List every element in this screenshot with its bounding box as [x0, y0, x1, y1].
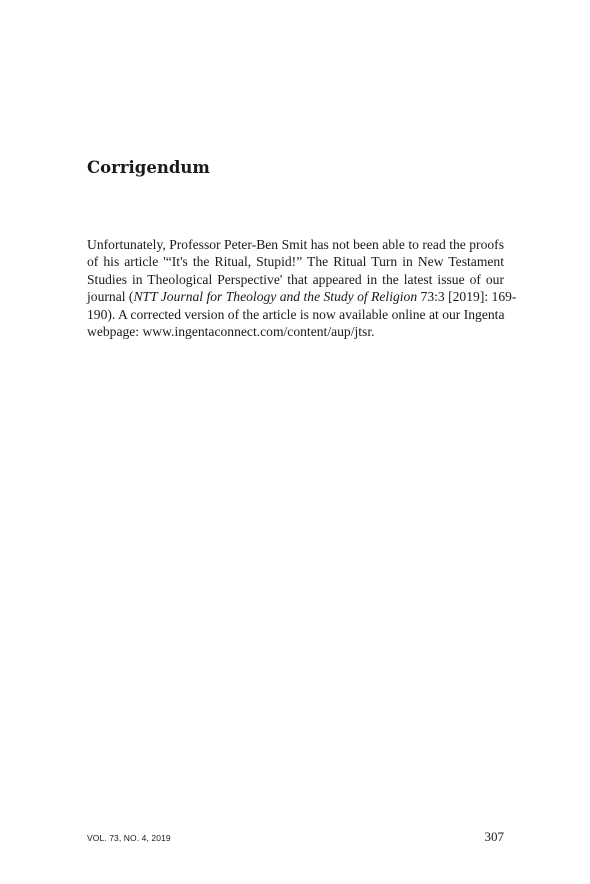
body-line-2: of his article '“It's the Ritual, Stupid!” The Ritual Turn in New Testament [87, 254, 504, 270]
journal-prefix-text: journal ( [87, 289, 134, 305]
journal-name-italic: NTT Journal for Theology and the Study of Religion [133, 289, 418, 305]
corrigendum-body [87, 236, 517, 340]
page-title: Corrigendum [87, 158, 210, 177]
footer-journal-info: VOL. 73, NO. 4, 2019 [87, 833, 171, 843]
body-line-5: 190). A corrected version of the article is now available online at our Ingenta [87, 306, 505, 322]
journal-citation-text: 73:3 [2019]: 169- [417, 289, 517, 305]
body-line-4 [87, 288, 517, 305]
body-line-3: Studies in Theological Perspective' that appeared in the latest issue of our [87, 271, 504, 287]
footer-page-number: 307 [484, 829, 504, 844]
body-line-6: webpage: www.ingentaconnect.com/content/aup/jtsr. [87, 324, 375, 340]
body-line-1: Unfortunately, Professor Peter-Ben Smit has not been able to read the proofs [87, 237, 504, 252]
